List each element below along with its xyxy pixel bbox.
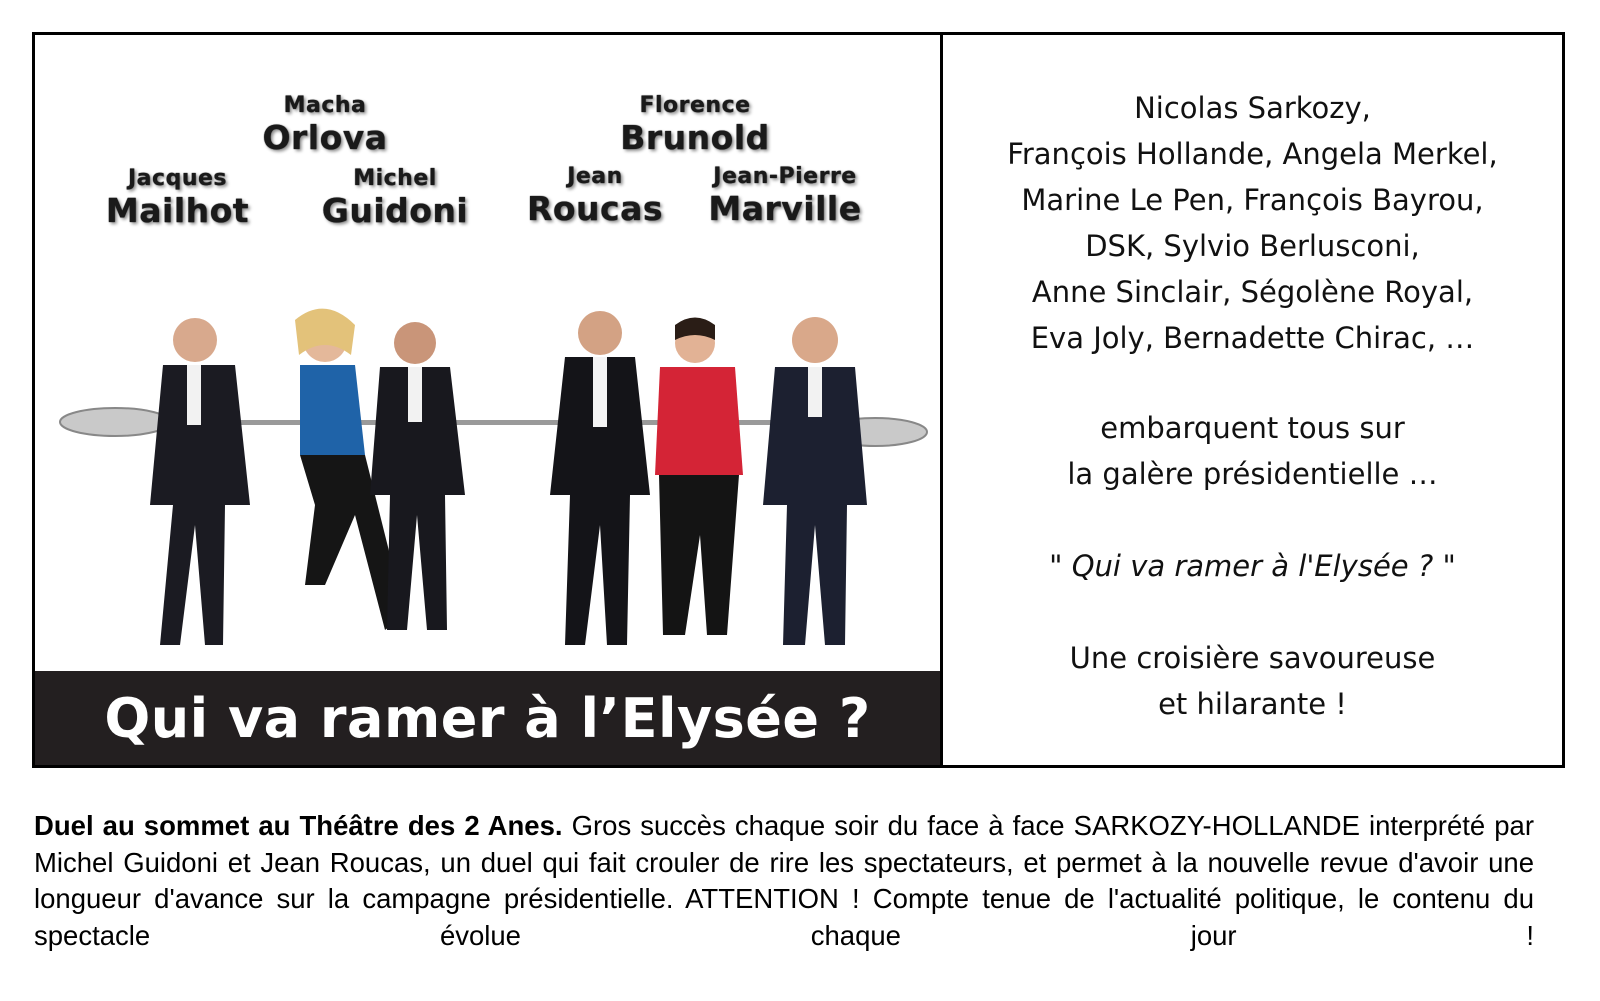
person-silhouette: [763, 317, 867, 645]
show-quote: " Qui va ramer à l'Elysée ? ": [1049, 549, 1456, 583]
caption-lead: Duel au sommet au Théâtre des 2 Anes.: [34, 810, 563, 841]
poster-frame: [32, 32, 1565, 768]
cast-name-mailhot: Jacques Mailhot: [105, 166, 250, 230]
person-silhouette: [655, 318, 743, 636]
politician-names: Nicolas Sarkozy, François Hollande, Angela Merkel, Marine Le Pen, François Bayrou, DSK, Sylvio Berlusconi, Anne Sinclair, Ségolène Royal, Eva Joly, Bernadette Chirac, …: [1007, 91, 1498, 355]
cast-photo: [55, 285, 935, 705]
caption-body: Gros succès chaque soir du face à face SARKOZY-HOLLANDE interprété par Michel Guidoni et Jean Roucas, un duel qui fait crouler de rire les spectateurs, et permet à la nouvelle revue d'avoir une longueur d'avance sur la campagne présidentielle. ATTENTION ! Compte tenue de l'actualité politique, le contenu du spectacle évolue chaque jour !: [34, 810, 1534, 951]
person-silhouette: [150, 318, 250, 645]
tagline: embarquent tous sur la galère présidentielle …: [1067, 411, 1438, 491]
cast-name-orlova: Macha Orlova: [262, 93, 388, 157]
poster-image-panel: [35, 35, 943, 765]
person-silhouette: [550, 311, 650, 645]
closing-text: Une croisière savoureuse et hilarante !: [1069, 641, 1436, 721]
poster-text-panel: [943, 35, 1562, 765]
article-caption: [34, 808, 1534, 954]
poster-title: Qui va ramer à l’Elysée ?: [104, 686, 871, 750]
cast-name-guidoni: Michel Guidoni: [321, 166, 469, 230]
cast-name-marville: Jean-Pierre Marville: [708, 164, 862, 228]
cast-name-roucas: Jean Roucas: [526, 164, 664, 228]
cast-name-brunold: Florence Brunold: [620, 93, 770, 157]
poster-title-band: [35, 671, 940, 765]
